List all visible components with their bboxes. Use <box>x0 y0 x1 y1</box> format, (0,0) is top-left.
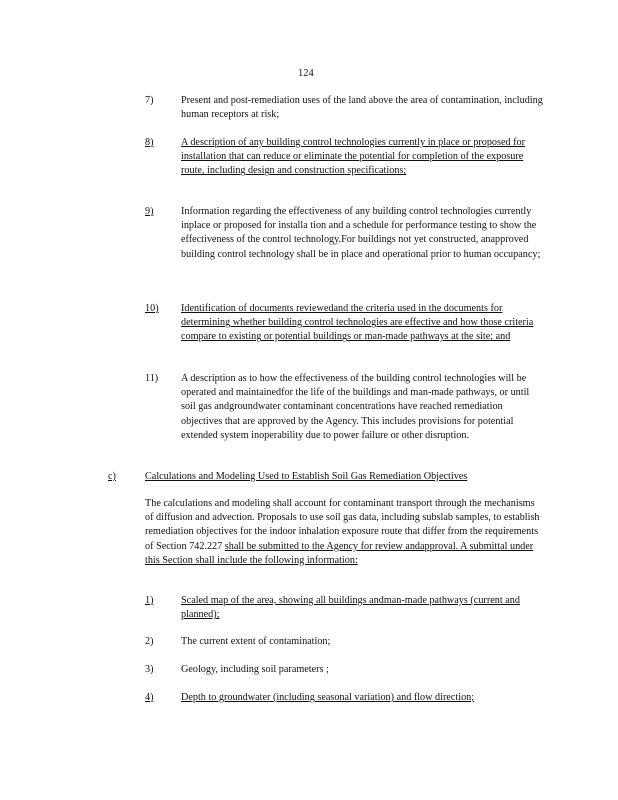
list-item-number: 2) <box>145 636 154 647</box>
list-item-text: Depth to groundwater (including seasonal variation) and flow direction; <box>181 692 475 703</box>
section-letter: c) <box>108 471 116 482</box>
list-item-2 <box>145 635 545 649</box>
list-item-number: 9) <box>145 206 154 217</box>
list-item-number: 4) <box>145 692 154 703</box>
list-item-text: A description of any building control technologies currently in place or proposed for installation that can reduce or eliminate the potential for completion of the exposure route, including design and construction specifications; <box>181 137 526 177</box>
list-item-text: Geology, including soil parameters ; <box>181 664 329 675</box>
paragraph-text-underlined: shall be submitted to the Agency for review andapproval. A submittal under this Section shall include the following information: <box>145 540 534 566</box>
list-item-9 <box>145 205 545 262</box>
list-item-8 <box>145 136 545 179</box>
section-c <box>108 470 548 484</box>
list-item-text: Information regarding the effectiveness of any building control technologies currently inplace or proposed for installa tion and a schedule for performance testing to show the effectiveness of the control technology.For buildings not yet constructed, anapproved building control technology shall be in place and operational prior to human occupancy; <box>181 206 541 260</box>
section-paragraph <box>145 497 540 568</box>
paragraph-text: The calculations and modeling shall account for contaminant transport through the mechanisms of diffusion and advection. Proposals to use soil gas data, including subslab samples, to establish remediation objectives for the indoor inhalation exposure route that differ from the requirements of Section 742.227 <box>145 498 540 552</box>
list-item-3 <box>145 663 545 677</box>
list-item-text: A description as to how the effectiveness of the building control technologies will be operated and maintainedfor the life of the buildings and man-made pathways, or until soil gas andgroundwater contaminant concentrations have reached remediation objectives that are approved by the Agency. This includes provisions for potential extended system inoperability due to power failure or other disruption. <box>181 373 530 441</box>
list-item-number: 11) <box>145 373 159 384</box>
list-item-number: 8) <box>145 137 154 148</box>
section-heading: Calculations and Modeling Used to Establish Soil Gas Remediation Objectives <box>145 471 468 482</box>
page-number: 124 <box>298 68 314 79</box>
list-item-number: 10) <box>145 303 159 314</box>
list-item-number: 7) <box>145 95 154 106</box>
list-item-4 <box>145 691 545 705</box>
list-item-text: Identification of documents reviewedand the criteria used in the documents for determining whether building control technologies are effective and how those criteria compare to existing or potential buildings or man-made pathways at the site; and <box>181 303 534 343</box>
list-item-number: 3) <box>145 664 154 675</box>
list-item-1 <box>145 594 545 622</box>
list-item-text: Present and post-remediation uses of the land above the area of contamination, including human receptors at risk; <box>181 95 543 121</box>
list-item-text: The current extent of contamination; <box>181 636 331 647</box>
list-item-text: Scaled map of the area, showing all buildings andman-made pathways (current and planned); <box>181 595 520 621</box>
list-item-7 <box>145 94 545 122</box>
list-item-10 <box>145 302 545 345</box>
list-item-number: 1) <box>145 595 154 606</box>
list-item-11 <box>145 372 545 443</box>
